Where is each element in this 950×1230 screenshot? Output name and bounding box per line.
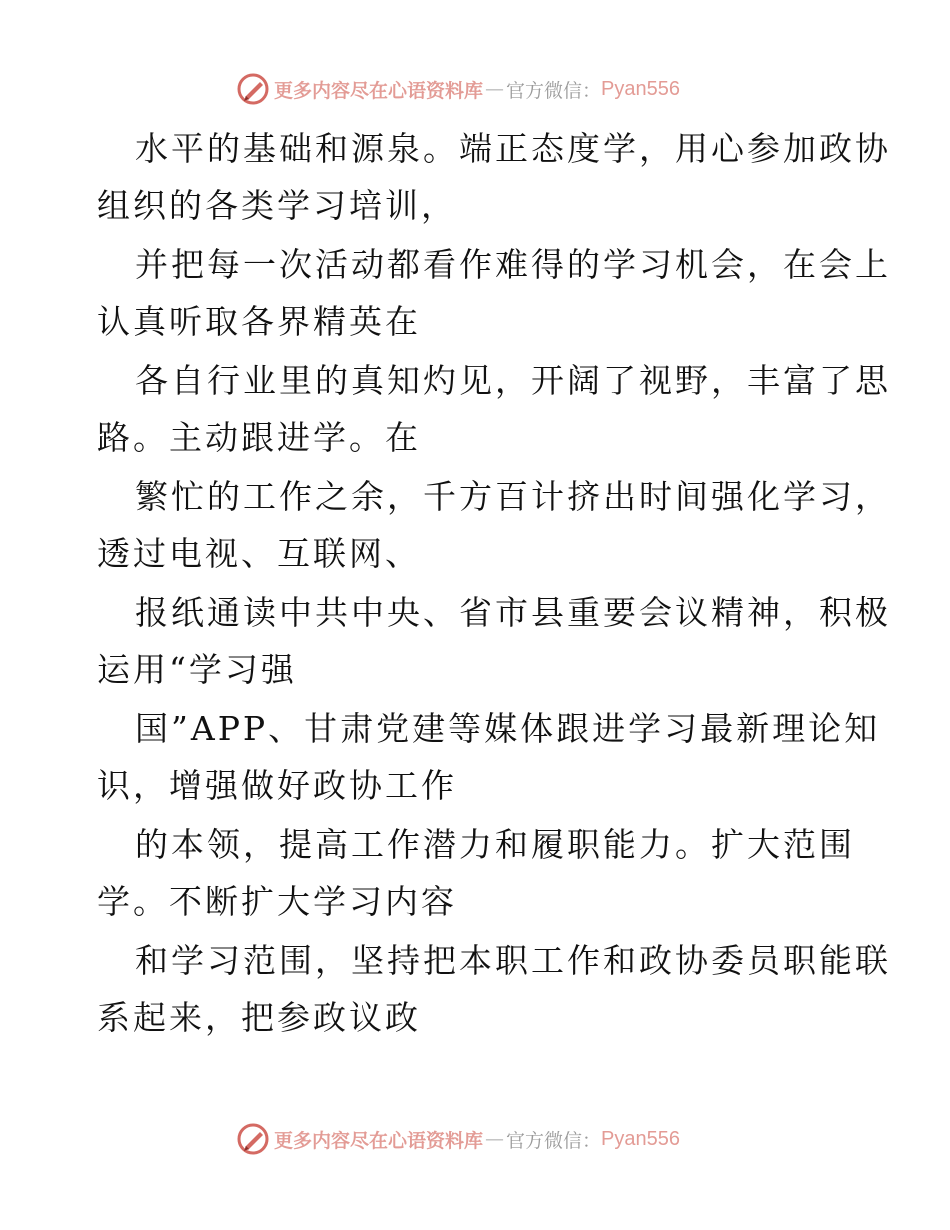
text-line: 和学习范围，坚持把本职工作和政协委员职能联 [135, 941, 891, 980]
watermark-wechat-id: Pyan556 [601, 77, 680, 100]
text-line: 的本领，提高工作潜力和履职能力。扩大范围 [135, 825, 855, 864]
text-line: 运用“学习强 [97, 650, 297, 689]
watermark-separator: — [485, 78, 505, 100]
watermark-separator: — [485, 1128, 505, 1150]
text-line: 学。不断扩大学习内容 [97, 882, 457, 921]
text-line: 透过电视、互联网、 [97, 534, 421, 573]
text-line: 报纸通读中共中央、省市县重要会议精神，积极 [135, 593, 891, 632]
text-line: 并把每一次活动都看作难得的学习机会，在会上 [135, 245, 891, 284]
text-line: 识，增强做好政协工作 [97, 766, 457, 805]
text-line: 水平的基础和源泉。端正态度学，用心参加政协 [135, 129, 891, 168]
pen-seal-logo-icon [236, 1122, 270, 1156]
watermark-main-text: 更多内容尽在心语资料库 [274, 79, 484, 102]
text-line: 认真听取各界精英在 [97, 302, 421, 341]
watermark-wechat-label: 官方微信： [506, 79, 602, 102]
text-line: 繁忙的工作之余，千方百计挤出时间强化学习， [135, 477, 891, 516]
text-line: 路。主动跟进学。在 [97, 418, 421, 457]
pen-seal-logo-icon [236, 72, 270, 106]
watermark-wechat-id: Pyan556 [601, 1127, 680, 1150]
footer-watermark [236, 1122, 680, 1156]
watermark-main-text: 更多内容尽在心语资料库 [274, 1129, 484, 1152]
text-line: 组织的各类学习培训， [97, 186, 457, 225]
text-line: 国”APP、甘肃党建等媒体跟进学习最新理论知 [135, 709, 881, 748]
text-line: 各自行业里的真知灼见，开阔了视野，丰富了思 [135, 361, 891, 400]
text-line: 系起来，把参政议政 [97, 998, 421, 1037]
watermark-wechat-label: 官方微信： [506, 1129, 602, 1152]
header-watermark [236, 72, 680, 106]
